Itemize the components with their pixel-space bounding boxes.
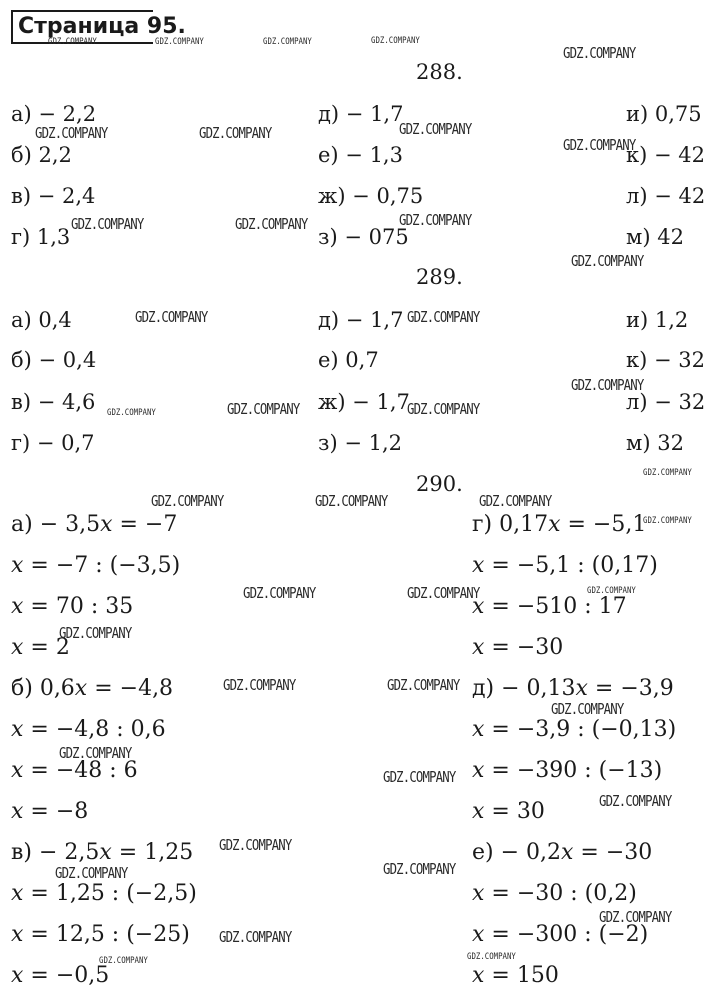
watermark: GDZ.COMPANY [407,400,480,418]
equation-v-line-3: 𝑥 = 12,5 : (−25) [11,922,190,947]
equation-d-line-4: 𝑥 = 30 [472,799,545,824]
watermark: GDZ.COMPANY [407,308,480,326]
equation-g-line-2: 𝑥 = −5,1 : (0,17) [472,553,658,578]
watermark: GDZ.COMPANY [479,492,552,510]
watermark: GDZ.COMPANY [199,124,272,142]
answer-288-e: е) − 1,3 [318,143,403,167]
answer-289-d: д) − 1,7 [318,308,404,332]
equation-g-line-4: 𝑥 = −30 [472,635,564,660]
equation-b-line-4: 𝑥 = −8 [11,799,89,824]
watermark: GDZ.COMPANY [571,376,644,394]
watermark: GDZ.COMPANY [223,676,296,694]
equation-a-line-1: а) − 3,5𝑥 = −7 [11,512,178,537]
answer-289-a: а) 0,4 [11,308,72,332]
watermark: GDZ.COMPANY [387,676,460,694]
watermark: GDZ.COMPANY [55,864,128,882]
page-title: Страница 95. [11,10,153,44]
equation-d-line-2: 𝑥 = −3,9 : (−0,13) [472,717,677,742]
answer-289-g: г) − 0,7 [11,431,95,455]
watermark: GDZ.COMPANY [107,408,156,418]
answer-288-i: и) 0,75 [626,102,702,126]
watermark: GDZ.COMPANY [235,215,308,233]
watermark: GDZ.COMPANY [467,952,516,962]
watermark: GDZ.COMPANY [571,252,644,270]
equation-e-line-3: 𝑥 = −300 : (−2) [472,922,649,947]
answer-289-i: и) 1,2 [626,308,689,332]
answer-288-z: з) − 075 [318,225,409,249]
equation-a-line-4: 𝑥 = 2 [11,635,70,660]
answer-288-k: к) − 42 [626,143,705,167]
answer-289-b: б) − 0,4 [11,348,97,372]
watermark: GDZ.COMPANY [599,792,672,810]
watermark: GDZ.COMPANY [563,44,636,62]
watermark: GDZ.COMPANY [48,37,97,47]
equation-d-line-1: д) − 0,13𝑥 = −3,9 [472,676,674,701]
answer-289-z: з) − 1,2 [318,431,402,455]
answer-289-zh: ж) − 1,7 [318,390,410,414]
answer-288-g: г) 1,3 [11,225,71,249]
watermark: GDZ.COMPANY [135,308,208,326]
answer-288-m: м) 42 [626,225,684,249]
answer-289-k: к) − 32 [626,348,705,372]
equation-v-line-1: в) − 2,5𝑥 = 1,25 [11,840,194,865]
watermark: GDZ.COMPANY [59,624,132,642]
answer-288-d: д) − 1,7 [318,102,404,126]
equation-a-line-3: 𝑥 = 70 : 35 [11,594,134,619]
watermark: GDZ.COMPANY [551,700,624,718]
answer-288-l: л) − 42 [626,184,706,208]
problem-289-number: 289. [416,265,463,289]
equation-a-line-2: 𝑥 = −7 : (−3,5) [11,553,181,578]
watermark: GDZ.COMPANY [99,956,148,966]
watermark: GDZ.COMPANY [399,120,472,138]
equation-e-line-2: 𝑥 = −30 : (0,2) [472,881,637,906]
equation-g-line-3: 𝑥 = −510 : 17 [472,594,627,619]
answer-289-e: е) 0,7 [318,348,379,372]
answer-289-m: м) 32 [626,431,684,455]
answer-288-a: а) − 2,2 [11,102,97,126]
answer-288-b: б) 2,2 [11,143,72,167]
watermark: GDZ.COMPANY [219,836,292,854]
equation-v-line-4: 𝑥 = −0,5 [11,963,110,988]
equation-d-line-3: 𝑥 = −390 : (−13) [472,758,663,783]
watermark: GDZ.COMPANY [243,584,316,602]
watermark: GDZ.COMPANY [563,136,636,154]
watermark: GDZ.COMPANY [371,36,420,46]
watermark: GDZ.COMPANY [227,400,300,418]
watermark: GDZ.COMPANY [643,468,692,478]
watermark: GDZ.COMPANY [383,768,456,786]
equation-b-line-1: б) 0,6𝑥 = −4,8 [11,676,174,701]
equation-v-line-2: 𝑥 = 1,25 : (−2,5) [11,881,197,906]
equation-e-line-1: е) − 0,2𝑥 = −30 [472,840,653,865]
watermark: GDZ.COMPANY [35,124,108,142]
watermark: GDZ.COMPANY [155,37,204,47]
watermark: GDZ.COMPANY [407,584,480,602]
equation-b-line-2: 𝑥 = −4,8 : 0,6 [11,717,166,742]
equation-g-line-1: г) 0,17𝑥 = −5,1 [472,512,647,537]
problem-290-number: 290. [416,472,463,496]
watermark: GDZ.COMPANY [587,586,636,596]
watermark: GDZ.COMPANY [383,860,456,878]
equation-e-line-4: 𝑥 = 150 [472,963,559,988]
watermark: GDZ.COMPANY [151,492,224,510]
watermark: GDZ.COMPANY [599,908,672,926]
watermark: GDZ.COMPANY [59,744,132,762]
answer-289-v: в) − 4,6 [11,390,96,414]
answer-288-zh: ж) − 0,75 [318,184,424,208]
watermark: GDZ.COMPANY [263,37,312,47]
answer-289-l: л) − 32 [626,390,706,414]
watermark: GDZ.COMPANY [219,928,292,946]
watermark: GDZ.COMPANY [71,215,144,233]
equation-b-line-3: 𝑥 = −48 : 6 [11,758,138,783]
problem-288-number: 288. [416,60,463,84]
answer-288-v: в) − 2,4 [11,184,96,208]
watermark: GDZ.COMPANY [643,516,692,526]
watermark: GDZ.COMPANY [399,211,472,229]
watermark: GDZ.COMPANY [315,492,388,510]
